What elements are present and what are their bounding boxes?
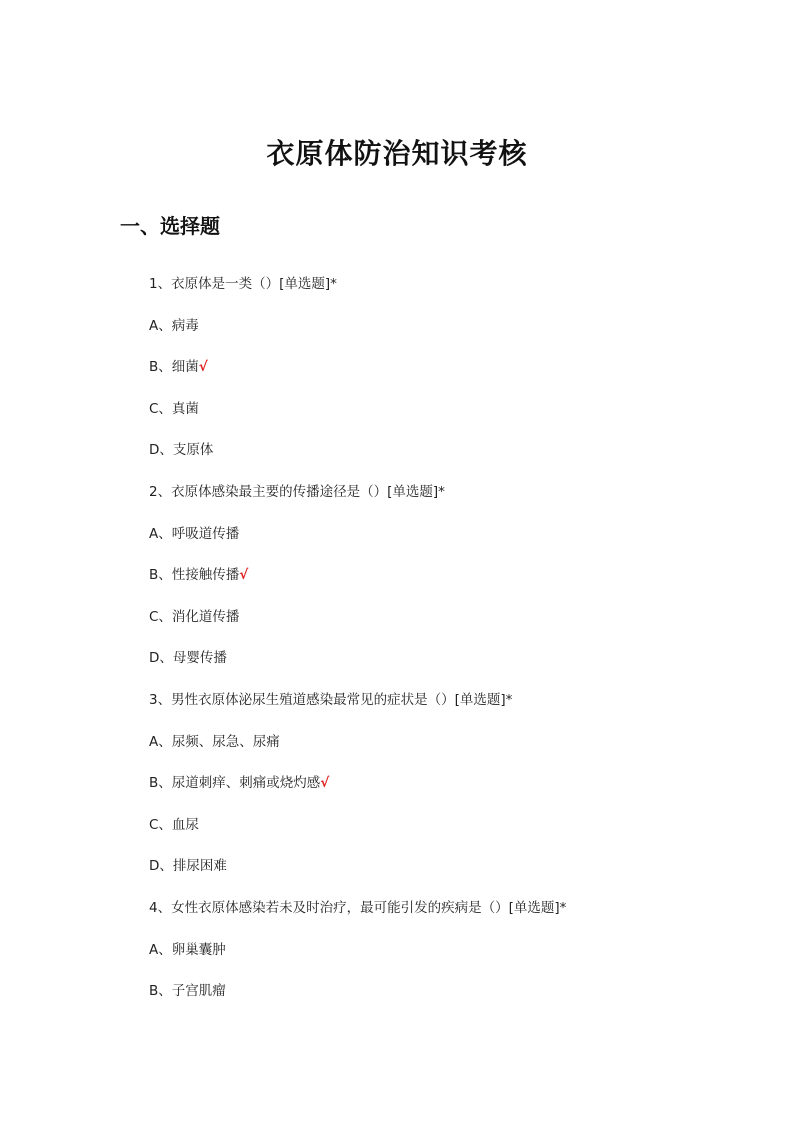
option-q1-d bbox=[149, 440, 566, 482]
option-text: D、母婴传播 bbox=[149, 650, 227, 667]
option-text: C、消化道传播 bbox=[149, 608, 240, 625]
question-2 bbox=[149, 482, 566, 524]
question-4 bbox=[149, 898, 566, 940]
option-q1-a bbox=[149, 316, 566, 358]
option-q4-b bbox=[149, 981, 566, 1023]
option-text: A、卵巢囊肿 bbox=[149, 941, 226, 958]
option-q1-b bbox=[149, 357, 566, 399]
question-3 bbox=[149, 690, 566, 732]
option-q2-c bbox=[149, 607, 566, 649]
correct-check-icon: √ bbox=[198, 359, 208, 376]
question-list bbox=[149, 274, 566, 1023]
question-text: 1、衣原体是一类（）[单选题]* bbox=[149, 276, 337, 292]
option-q3-c bbox=[149, 815, 566, 857]
section-title: 一、选择题 bbox=[120, 214, 220, 238]
question-1 bbox=[149, 274, 566, 316]
option-q2-a bbox=[149, 524, 566, 566]
option-text: D、排尿困难 bbox=[149, 858, 227, 875]
option-q2-b bbox=[149, 565, 566, 607]
question-text: 4、女性衣原体感染若未及时治疗，最可能引发的疾病是（）[单选题]* bbox=[149, 899, 567, 916]
option-text: B、子宫肌瘤 bbox=[149, 983, 226, 1000]
option-text: B、尿道刺痒、刺痛或烧灼感 bbox=[149, 775, 321, 792]
option-text: B、性接触传播 bbox=[149, 567, 240, 584]
page-title: 衣原体防治知识考核 bbox=[266, 137, 528, 170]
option-q2-d bbox=[149, 648, 566, 690]
option-q3-b bbox=[149, 773, 566, 815]
option-text: D、支原体 bbox=[149, 442, 214, 459]
option-q3-d bbox=[149, 856, 566, 898]
option-text: A、呼吸道传播 bbox=[149, 525, 240, 542]
option-text: A、尿频、尿急、尿痛 bbox=[149, 733, 280, 750]
option-q3-a bbox=[149, 732, 566, 774]
option-q4-a bbox=[149, 940, 566, 982]
option-text: B、细菌 bbox=[149, 359, 199, 376]
correct-check-icon: √ bbox=[320, 775, 330, 792]
question-text: 3、男性衣原体泌尿生殖道感染最常见的症状是（）[单选题]* bbox=[149, 691, 513, 708]
option-text: C、真菌 bbox=[149, 400, 199, 417]
question-text: 2、衣原体感染最主要的传播途径是（）[单选题]* bbox=[149, 483, 445, 500]
option-q1-c bbox=[149, 399, 566, 441]
option-text: A、病毒 bbox=[149, 317, 199, 334]
correct-check-icon: √ bbox=[239, 567, 249, 584]
option-text: C、血尿 bbox=[149, 816, 199, 833]
